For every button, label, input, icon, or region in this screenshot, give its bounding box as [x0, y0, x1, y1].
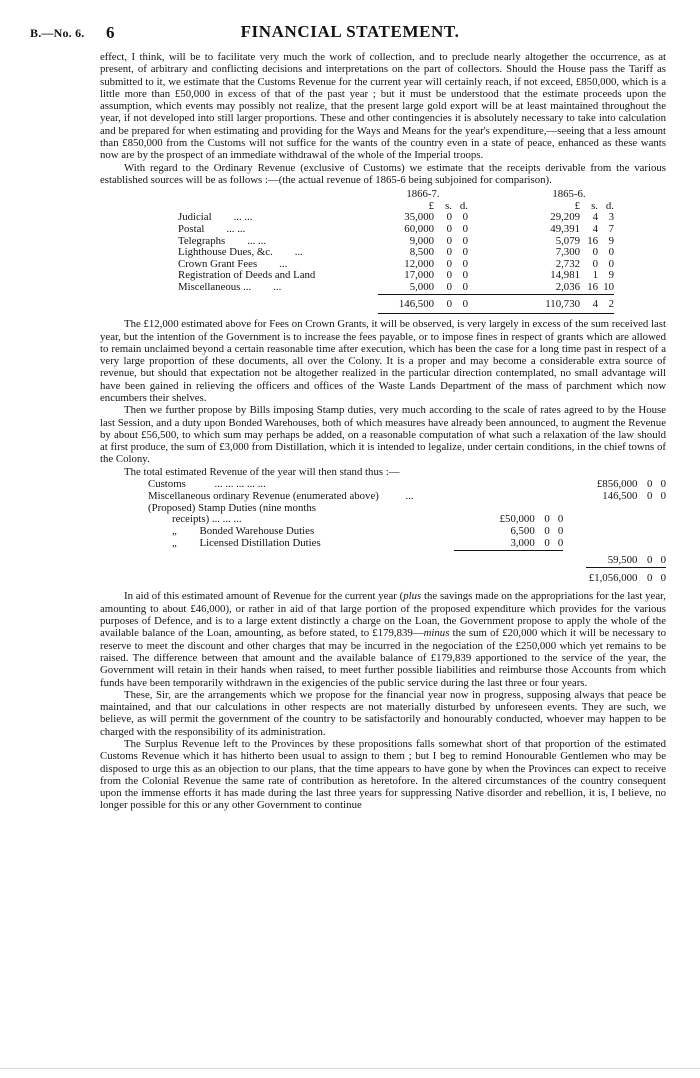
subtotal-pence: 0 — [660, 553, 666, 566]
plus-word: plus — [403, 590, 422, 603]
actual-1865-pounds: 49,391 — [550, 223, 580, 236]
bonded-warehouse-pounds: 6,500 — [510, 525, 535, 538]
estimate-1866-pence: 0 — [462, 281, 468, 294]
revenue-row — [178, 224, 614, 236]
stamp-duties-label: (Proposed) Stamp Duties (nine months — [148, 501, 316, 514]
actual-1865-shillings: 1 — [592, 269, 598, 282]
stamp-duties-pounds: £50,000 — [499, 513, 535, 526]
total-1865-pounds: 110,730 — [524, 294, 580, 314]
revenue-source-label: Judicial — [178, 211, 212, 224]
misc-revenue-pounds: 146,500 — [602, 489, 638, 502]
unit-shillings: s. — [591, 199, 598, 212]
revenue-row — [178, 282, 614, 294]
actual-1865-pence: 7 — [608, 223, 614, 236]
actual-1865-shillings: 16 — [587, 281, 598, 294]
revenue-source-label: Telegraphs — [178, 234, 226, 247]
actual-1865-shillings: 0 — [592, 257, 598, 270]
leader-dots — [315, 269, 337, 281]
bonded-warehouse-label: Bonded Warehouse Duties — [199, 525, 315, 538]
revenue-source-label: Postal — [178, 223, 205, 236]
revenue-source-label: Lighthouse Dues, &c. — [178, 246, 273, 259]
paragraph-stamp-duties: Then we further propose by Bills imposing Stamp duties, very much according to the scale of rates agreed to by the House last Session, and a duty upon Bonded Warehouses, both of which measures have already been announced, to augment the Revenue by about £56,500, to which sum may perhaps be added, on a reasonable computation of what such a relaxation of the law should at first produce, the sum of £3,000 from Distillation, which it is intended to legalize, under certain conditions, in the chief towns of the Colony. — [100, 404, 666, 466]
paragraph-ordinary-revenue: With regard to the Ordinary Revenue (exclusive of Customs) we estimate that the receipts derivable from the various established sources will be as follows :—(the actual revenue of 1865-6 being subjoined for comparison). — [100, 161, 666, 186]
total-1865-shillings: 4 — [580, 294, 598, 314]
leader-dots: ... ... — [247, 234, 267, 247]
grand-total-row — [100, 567, 666, 584]
customs-pounds: £856,000 — [596, 478, 638, 491]
leader-dots: ... ... — [226, 223, 246, 236]
stamp-duties-receipts: receipts) ... ... ... — [172, 513, 242, 526]
actual-1865-pence: 9 — [608, 269, 614, 282]
page-bottom-edge — [0, 1068, 700, 1069]
revenue-table-year-row — [178, 189, 614, 201]
page-title: FINANCIAL STATEMENT. — [240, 22, 460, 41]
subtotal-row — [100, 555, 666, 567]
actual-1865-pence: 9 — [608, 234, 614, 247]
estimate-1866-shillings: 0 — [446, 246, 452, 259]
estimate-1866-shillings: 0 — [446, 257, 452, 270]
page-number: 6 — [106, 23, 115, 42]
stamp-duties-shillings: 0 — [544, 513, 550, 526]
leader-dots: ... — [279, 257, 288, 270]
customs-pence: 0 — [660, 478, 666, 491]
total-1866-shillings: 0 — [434, 294, 452, 314]
actual-1865-pounds: 29,209 — [550, 211, 580, 224]
actual-1865-pounds: 14,981 — [550, 269, 580, 282]
revenue-source-label: Crown Grant Fees — [178, 257, 258, 270]
actual-1865-pounds: 5,079 — [555, 234, 580, 247]
estimate-1866-pounds: 12,000 — [404, 257, 434, 270]
estimate-1866-shillings: 0 — [446, 281, 452, 294]
ditto-mark: „ — [172, 525, 177, 538]
unit-pounds: £ — [428, 199, 434, 212]
distillation-pence: 0 — [557, 537, 564, 550]
year-header-1865: 1865-6. — [552, 188, 586, 201]
estimate-1866-pounds: 35,000 — [404, 211, 434, 224]
estimate-1866-pence: 0 — [462, 269, 468, 282]
stamp-duties-pence: 0 — [557, 513, 564, 526]
estimate-1866-shillings: 0 — [446, 234, 452, 247]
misc-revenue-shillings: 0 — [647, 489, 653, 502]
customs-label: Customs — [148, 478, 186, 491]
misc-revenue-row — [100, 491, 666, 503]
loan-text-3: the sum of £20,000 which it will be necessary to reserve to meet the discount and other charges that may be incurred in the negociation of the £250,000 which yet remains to be raised. The difference between that amount and the available balance of £179,839 apportioned to the service of the year, the Government will retain in their hands when raised, to meet further possible liabilities and reimburse those Accounts from which funds have been temporarily withdrawn in the exigencies of the public service during the last three or four years. — [100, 627, 666, 689]
revenue-total-row — [178, 294, 614, 314]
actual-1865-shillings: 4 — [592, 211, 598, 224]
estimate-1866-shillings: 0 — [446, 211, 452, 224]
total-1866-pounds: 146,500 — [378, 294, 434, 314]
leader-dots: ... — [294, 246, 303, 259]
unit-pounds: £ — [574, 199, 580, 212]
total-revenue-table — [100, 479, 666, 584]
misc-revenue-dots: ... — [405, 489, 414, 502]
estimate-1866-pence: 0 — [462, 211, 468, 224]
customs-dots: ... ... ... ... ... — [214, 478, 266, 491]
document-body — [100, 51, 666, 812]
estimate-1866-pence: 0 — [462, 234, 468, 247]
total-1866-pence: 0 — [452, 294, 468, 314]
distillation-row — [100, 538, 666, 550]
paragraph-loan-balance — [100, 590, 666, 688]
unit-pence: d. — [459, 199, 468, 212]
actual-1865-pence: 10 — [603, 281, 614, 294]
paragraph-arrangements: These, Sir, are the arrangements which we propose for the financial year now in progress, supposing always that peace be maintained, and that our calculations in other respects are not materially disturbed by unforeseen events. They are such, we believe, as will permit the government of the country to be satisfactorily and honourably conducted, whoever may happen to be charged with the responsibility of its administration. — [100, 688, 666, 738]
actual-1865-shillings: 16 — [587, 234, 598, 247]
revenue-source-label: Miscellaneous ... — [178, 281, 252, 294]
paragraph-customs-estimate: effect, I think, will be to facilitate very much the work of collection, and to preclude nearly altogether the occurrence, as at present, of arbitrary and conflicting decisions and interpretations on the part of collectors. Should the House pass the Tariff as submitted to it, we estimate that the Customs Revenue for the current year will certainly reach, if not exceed, £850,000, which is a little more than £50,000 in excess of that of the past year ; but it must be understood that the estimate proceeds upon the assumption, which events may possibly not realize, that the present large gold export will be at least maintained throughout the year, if not developed into still larger proportions. These and other contingencies it is absolutely necessary to take into calculation and be prepared for when estimating and providing for the Ways and Means for the year's expenditure,—seeing that a less amount than £850,000 from the Customs will not suffice for the wants of the country even in a state of peace, enhanced as these wants now are by the prospect of an immediate withdrawal of the whole of the Imperial troops. — [100, 51, 666, 162]
leader-dots: ... ... — [233, 211, 253, 224]
estimate-1866-pence: 0 — [462, 257, 468, 270]
misc-revenue-pence: 0 — [660, 489, 666, 502]
actual-1865-pence: 3 — [608, 211, 614, 224]
loan-text-1: In aid of this estimated amount of Revenue for the current year ( — [124, 590, 404, 603]
estimate-1866-pounds: 5,000 — [409, 281, 434, 294]
estimate-1866-pence: 0 — [462, 246, 468, 259]
estimate-1866-pence: 0 — [462, 223, 468, 236]
total-1865-pence: 2 — [598, 294, 614, 314]
customs-shillings: 0 — [647, 478, 653, 491]
estimate-1866-pounds: 60,000 — [404, 223, 434, 236]
estimate-1866-pounds: 8,500 — [409, 246, 434, 259]
paragraph-surplus-revenue: The Surplus Revenue left to the Provinces by these propositions falls somewhat short of that proportion of the estimated Customs Revenue which it has hitherto been usual to assign to them ; but I beg to remind Honourable Gentlemen who may be disposed to urge this as an objection to our plans, that the time appears to have gone by when the Provinces can expect to receive from the Colonial Revenue the same rate of contribution as heretofore. In the altered circumstances of the country consequent upon the immense efforts it has made during the last three years for suppressing Native disorder and rebellion, it is, I believe, no longer possible for this or any other Government to continue — [100, 738, 666, 812]
year-header-1866: 1866-7. — [406, 188, 440, 201]
subtotal-shillings: 0 — [647, 553, 653, 566]
unit-pence: d. — [605, 199, 614, 212]
series-number: B.—No. 6. — [30, 26, 85, 40]
bonded-warehouse-shillings: 0 — [544, 525, 550, 538]
actual-1865-pounds: 7,300 — [555, 246, 580, 259]
actual-1865-shillings: 4 — [592, 223, 598, 236]
grand-total-pence: 0 — [652, 567, 666, 584]
bonded-warehouse-pence: 0 — [557, 525, 564, 538]
loan-text-2: the savings made on the appropriations for the last year, amounting to about £46,000), or rather in aid of that large portion of the proposed expenditure which provides for the various purposes of Defence, and is to a large extent distinctly a charge on the Loan, the Government propose to apply the whole of the available balance of the Loan, amounting, as before stated, to £179,839— — [100, 590, 666, 640]
paragraph-crown-grants: The £12,000 estimated above for Fees on Crown Grants, it will be observed, is very largely in excess of the sum received last year, but the intention of the Government is to increase the fees payable, or to impose fines in respect of grants which are allowed to remain unclaimed beyond a certain reasonable time after execution, which has been the case for a long time past in respect of a very large proportion of these documents, all over the Colony. It is a proper and may become a considerable extra source of revenue, but should that expectation not be altogether realized in the particular direction contemplated, no small advantage will have been gained in relieving the officers and offices of the Waste Lands Department of the mass of parchment which now encumbers their shelves. — [100, 318, 666, 404]
minus-word: minus — [423, 627, 450, 640]
distillation-label: Licensed Distillation Duties — [199, 537, 321, 550]
totals-intro: The total estimated Revenue of the year will then stand thus :— — [124, 465, 400, 478]
page-header — [30, 22, 670, 46]
unit-shillings: s. — [445, 199, 452, 212]
subtotal-pounds: 59,500 — [607, 553, 638, 566]
estimate-1866-shillings: 0 — [446, 223, 452, 236]
actual-1865-pounds: 2,036 — [555, 281, 580, 294]
grand-total-pounds: £1,056,000 — [586, 567, 637, 584]
actual-1865-pounds: 2,732 — [555, 257, 580, 270]
actual-1865-pence: 0 — [608, 257, 614, 270]
misc-revenue-label: Miscellaneous ordinary Revenue (enumerated above) — [148, 489, 379, 502]
actual-1865-pence: 0 — [608, 246, 614, 259]
estimate-1866-pounds: 9,000 — [409, 234, 434, 247]
estimate-1866-shillings: 0 — [446, 269, 452, 282]
grand-total-shillings: 0 — [637, 567, 652, 584]
ditto-mark: „ — [172, 537, 177, 550]
estimate-1866-pounds: 17,000 — [404, 269, 434, 282]
distillation-shillings: 0 — [544, 537, 550, 550]
revenue-source-label: Registration of Deeds and Land — [178, 269, 316, 282]
actual-1865-shillings: 0 — [592, 246, 598, 259]
distillation-pounds: 3,000 — [510, 537, 535, 550]
leader-dots: ... — [273, 281, 282, 294]
revenue-table — [178, 189, 614, 314]
